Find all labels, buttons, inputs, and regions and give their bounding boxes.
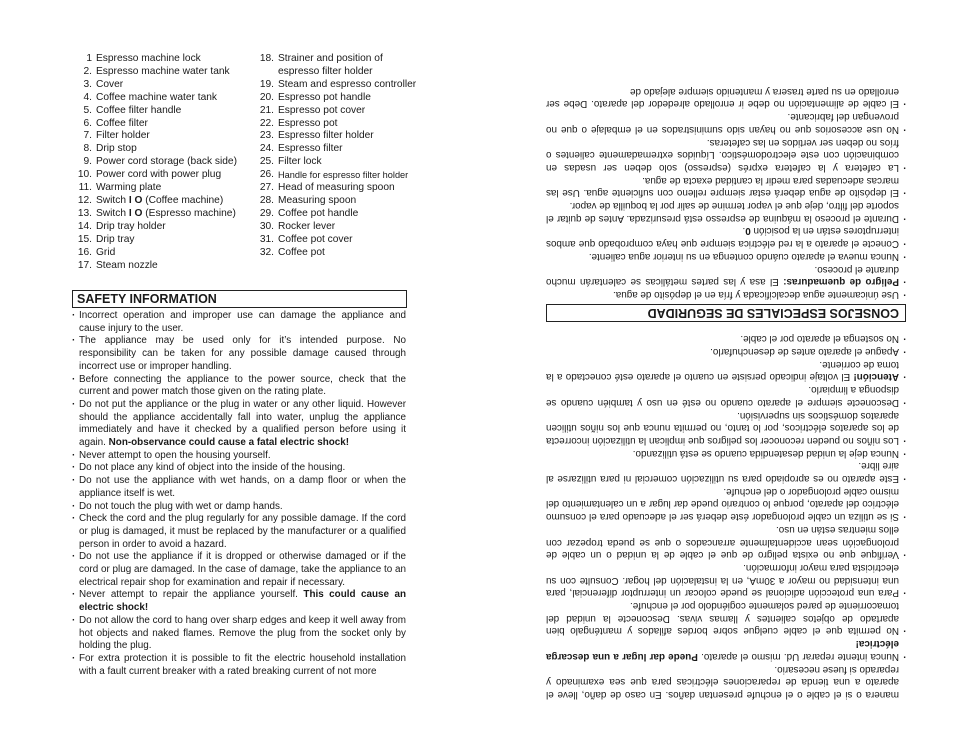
- part-label: Coffee pot cover: [278, 233, 353, 245]
- emphasis-text: 0: [745, 225, 751, 237]
- safety-item: · Do not touch the plug with wet or damp hands.: [72, 501, 406, 514]
- part-number: 31.: [259, 233, 274, 245]
- part-number: 12.: [77, 194, 92, 206]
- part-number: 16.: [77, 246, 92, 258]
- spanish-safety-item: · Conecte el aparato a la red eléctrica siempre que haya comprobado que ambos interruptores están en la posición 0.: [546, 224, 906, 249]
- parts-column-1: [72, 53, 250, 272]
- part-label: Espresso machine lock: [96, 53, 201, 64]
- safety-item: · For extra protection it is possible to fit the electric household installation with a fault current breaker with a rated breaking current of not more: [72, 653, 406, 678]
- spanish-safety-item: · No use accesorios que no hayan sido suministrados en el embalaje o que no provengan del fabricante.: [546, 109, 906, 134]
- part-number: 27.: [259, 182, 274, 194]
- part-item: [72, 182, 250, 195]
- emphasis-text: Puede dar lugar a una descarga eléctrica!: [546, 638, 899, 662]
- part-item: [254, 79, 424, 92]
- part-item: [254, 156, 424, 169]
- part-item: [254, 195, 424, 208]
- switch-symbol: I O: [128, 194, 143, 206]
- part-item: [72, 247, 250, 260]
- part-item: [72, 92, 250, 105]
- part-number: 6.: [83, 117, 92, 129]
- safety-item: · Check the cord and the plug regularly for any possible damage. If the cord or plug is damaged, it must be replaced by the manufacturer or a qualified person in order to avoid a hazard.: [72, 513, 406, 551]
- spanish-safety-item: · No permita que el cable cuelgue sobre bordes afilados y manténgalo bien apartado de objetos calientes y llamas vivas. Desconecte la unidad del tomacorriente de pared solamente cogiéndolo por el enchufe.: [546, 598, 906, 636]
- part-label: Strainer and position of espresso filter holder: [278, 53, 383, 77]
- spanish-safety-item: · Desconecte siempre el aparato cuando no esté en uso y también cuando se disponga a limpiarlo.: [546, 382, 906, 407]
- emphasis-text: Non-observance could cause a fatal electric shock!: [108, 437, 350, 449]
- safety-item: · The appliance may be used only for it’s intended purpose. No responsibility can be taken for any possible damage caused through incorrect use or improper handling.: [72, 335, 406, 373]
- safety-item: · Before connecting the appliance to the power source, check that the current and power match those given on the rating plate.: [72, 374, 406, 399]
- part-item: [72, 195, 250, 208]
- part-label: Espresso pot cover: [278, 104, 366, 116]
- spanish-safety-item: · Este aparato no es apropiado para su utilización comercial ni para utilizarse al aire libre.: [546, 459, 906, 484]
- part-number: 24.: [259, 143, 274, 155]
- switch-symbol: I O: [128, 207, 143, 219]
- spanish-safety-item: · Use únicamente agua decalcificada y fría en el depósito de agua.: [546, 287, 906, 300]
- emphasis-text: Atención!: [853, 371, 899, 383]
- spanish-safety-item: · Verifique que no exista peligro de que el cable de la unidad o un cable de prolongación sean accidentalmente arrancados o que se pueda tropezar con ellos mientras están en uso.: [546, 522, 906, 560]
- part-number: 32.: [259, 246, 274, 258]
- part-label: Switch I O (Espresso machine): [96, 207, 236, 219]
- part-item: [72, 66, 250, 79]
- part-label: Coffee pot: [278, 246, 325, 258]
- spanish-safety-item: · Nunca intente reparar Ud. mismo el aparato. Puede dar lugar a una descarga eléctrica!: [546, 636, 906, 661]
- part-label: Rocker lever: [278, 220, 336, 232]
- part-number: 2.: [83, 65, 92, 77]
- safety-heading: SAFETY INFORMATION: [72, 290, 407, 308]
- safety-list: [72, 310, 406, 678]
- part-label: Espresso filter: [278, 143, 343, 155]
- part-item: [72, 169, 250, 182]
- part-label: Coffee pot handle: [278, 207, 359, 219]
- part-label: Coffee filter handle: [96, 104, 182, 116]
- spanish-page: [546, 40, 906, 700]
- spanish-safety-item: · Atención! El voltaje indicado persiste en cuanto el aparato esté conectado a la toma de corriente.: [546, 357, 906, 382]
- part-number: 30.: [259, 220, 274, 232]
- spanish-safety-item: · Si se utiliza un cable prolongador éste deberá ser el adecuado para el consumo eléctrico del aparato, porque lo contrario puede dar lugar a un calentamiento del mismo cable prolongador o del enchufe.: [546, 484, 906, 522]
- part-number: 29.: [259, 207, 274, 219]
- part-number: 21.: [259, 104, 274, 116]
- part-number: 23.: [259, 130, 274, 142]
- part-label: Power cord storage (back side): [96, 156, 237, 168]
- part-item: [254, 169, 424, 182]
- part-item: [72, 143, 250, 156]
- part-label: Grid: [96, 246, 116, 258]
- part-item: [72, 234, 250, 247]
- part-number: 20.: [259, 91, 274, 103]
- part-item: [254, 182, 424, 195]
- spanish-safety-item: · La cafetera y la cafetera exprés (espresso) solo deben ser usadas en combinación con este electrodoméstico. Líquidos extremadamente calientes o fríos no deben ser vertidos en las cafeteras.: [546, 135, 906, 173]
- part-item: [254, 92, 424, 105]
- part-number: 14.: [77, 220, 92, 232]
- safety-item: · Do not use the appliance if it is dropped or otherwise damaged or if the cord or plug are damaged. In the case of damage, take the appliance to an electrical repair shop for examination and repair if necessary.: [72, 551, 406, 589]
- part-item: [254, 234, 424, 247]
- part-label: Power cord with power plug: [96, 169, 222, 181]
- spanish-safety-item: · El cable de alimentación no debe ir enrollado alrededor del aparato. Debe ser enrollado en su parte trasera y mantenido siempre alejado de: [546, 84, 906, 109]
- part-label: Steam and espresso controller: [278, 78, 417, 90]
- part-item: [72, 260, 250, 273]
- part-item: [72, 221, 250, 234]
- spanish-safety-item: · Peligro de quemaduras: El asa y las partes metálicas se calentarán mucho durante el proceso.: [546, 262, 906, 287]
- part-number: 22.: [259, 117, 274, 129]
- emphasis-text: Peligro de quemaduras:: [783, 276, 899, 288]
- part-item: [254, 118, 424, 131]
- part-label: Espresso pot: [278, 117, 338, 129]
- part-number: 8.: [83, 143, 92, 155]
- part-label: Head of measuring spoon: [278, 182, 395, 194]
- part-number: 19.: [259, 78, 274, 90]
- spanish-safety-item: · Los niños no pueden reconocer los peligros que implican la utilización incorrecta de los aparatos eléctricos, por lo tanto, no permita nunca que los niños utilicen aparatos domésticos sin supervisión.: [546, 408, 906, 446]
- part-item: [72, 208, 250, 221]
- spanish-safety-heading: CONSEJOS ESPECIALES DE SEGURIDAD: [546, 304, 906, 322]
- part-number: 9.: [83, 156, 92, 168]
- part-label: Cover: [96, 78, 124, 90]
- part-item: [72, 130, 250, 143]
- part-item: [254, 143, 424, 156]
- part-label: Drip tray: [96, 233, 135, 245]
- part-number: 7.: [83, 130, 92, 142]
- part-label: Filter lock: [278, 156, 322, 168]
- part-item: [254, 105, 424, 118]
- spanish-safety-list-top: [546, 332, 906, 700]
- safety-item: · Incorrect operation and improper use can damage the appliance and cause injury to the user.: [72, 310, 406, 335]
- safety-item: · Never attempt to open the housing yourself.: [72, 450, 406, 463]
- part-number: 5.: [83, 104, 92, 116]
- safety-item: · Do not place any kind of object into the inside of the housing.: [72, 462, 406, 475]
- safety-item: · Do not use the appliance with wet hands, on a damp floor or when the appliance itself is wet.: [72, 475, 406, 500]
- part-label: Warming plate: [96, 182, 162, 194]
- part-number: 3.: [83, 78, 92, 90]
- part-label: Filter holder: [96, 130, 150, 142]
- part-label: Espresso machine water tank: [96, 65, 230, 77]
- part-number: 18.: [259, 53, 274, 64]
- part-item: [254, 221, 424, 234]
- parts-column-2: [254, 53, 424, 260]
- spanish-safety-item: · Durante el proceso la máquina de espresso está presurizada. Antes de quitar el soporte del filtro, deje que el vapor termine de salir por la boquilla de vapor.: [546, 198, 906, 223]
- part-label: Handle for espresso filter holder: [278, 170, 409, 181]
- spanish-safety-item: · Apague el aparato antes de desenchufarlo.: [546, 344, 906, 357]
- safety-item: · Do not put the appliance or the plug in water or any other liquid. However should the appliance accidentally fall into water, unplug the appliance immediately and have it checked by a qualified person before using it again. Non-observance could cause a fatal electric shock!: [72, 399, 406, 450]
- part-item: [72, 118, 250, 131]
- part-label: Steam nozzle: [96, 259, 158, 271]
- part-item: [72, 53, 250, 66]
- part-item: [254, 247, 424, 260]
- part-label: Switch I O (Coffee machine): [96, 194, 224, 206]
- part-number: 28.: [259, 194, 274, 206]
- spanish-safety-item: · Nunca mueva el aparato cuándo contenga en su interior agua caliente.: [546, 249, 906, 262]
- spanish-safety-item: manera o si el cable o el enchufe presentan daños. En caso de daño, lleve el aparato a una tienda de reparaciones eléctricas para que sea examinado y reparado si fuese necesario.: [546, 663, 899, 700]
- part-item: [72, 105, 250, 118]
- part-item: [72, 156, 250, 169]
- spanish-safety-item: · Nunca deje la unidad desatendida cuando se está utilizando.: [546, 446, 906, 459]
- part-number: 4.: [83, 91, 92, 103]
- emphasis-text: This could cause an electric shock!: [79, 589, 406, 614]
- part-number: 13.: [77, 207, 92, 219]
- part-number: 25.: [259, 156, 274, 168]
- safety-item: · Do not allow the cord to hang over sharp edges and keep it well away from hot objects and naked flames. Remove the plug from the socket only by holding the plug.: [72, 615, 406, 653]
- part-label: Coffee machine water tank: [96, 91, 217, 103]
- part-label: Coffee filter: [96, 117, 148, 129]
- part-number: 1: [86, 53, 92, 64]
- part-item: [72, 79, 250, 92]
- part-item: [254, 53, 424, 79]
- part-label: Measuring spoon: [278, 194, 357, 206]
- part-number: 15.: [77, 233, 92, 245]
- part-label: Espresso filter holder: [278, 130, 374, 142]
- part-number: 10.: [77, 169, 92, 181]
- part-label: Espresso pot handle: [278, 91, 371, 103]
- spanish-safety-list-bottom: [546, 84, 906, 300]
- spanish-safety-item: · No sostenga el aparato por el cable.: [546, 332, 906, 345]
- part-number: 17.: [77, 259, 92, 271]
- spanish-safety-item: · El depósito de agua deberá estar siempre relleno con suficiente agua. Use las marcas adecuadas para medir la cantidad exacta de agua.: [546, 173, 906, 198]
- part-number: 26.: [259, 169, 274, 181]
- part-label: Drip stop: [96, 143, 137, 155]
- safety-item: · Never attempt to repair the appliance yourself. This could cause an electric shock!: [72, 589, 406, 614]
- spanish-safety-item: · Para una protección adicional se puede colocar un interruptor diferencial, para una intensidad no mayor a 30mA, en la instalación del hogar. Consulte con su electricista para mayor información.: [546, 560, 906, 598]
- part-item: [254, 130, 424, 143]
- part-label: Drip tray holder: [96, 220, 166, 232]
- part-item: [254, 208, 424, 221]
- part-number: 11.: [78, 182, 92, 194]
